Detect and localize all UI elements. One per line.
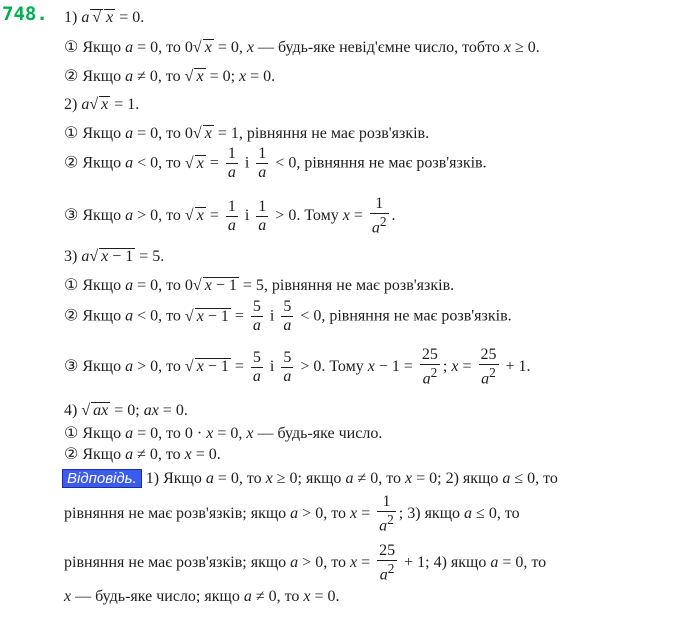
line-4: 2) a√ x = 1. [64, 96, 139, 113]
line-6: ② Якщо a < 0, то √ x = $\frac{1}{a}$ і $\frac{1}{a}$ < 0, рівняння не має розв'язків. [64, 145, 487, 183]
problem-number: 748. [2, 3, 48, 25]
line-13: ① Якщо a = 0, то 0 · x = 0, x — будь-яке число. [64, 425, 383, 442]
line-14: ② Якщо a ≠ 0, то x = 0. [64, 446, 221, 463]
line-2: ① Якщо a = 0, то 0√ x = 0, x — будь-яке невід'ємне число, тобто x ≥ 0. [64, 39, 540, 56]
line-9: ① Якщо a = 0, то 0√ x − 1 = 5, рівняння не має розв'язків. [64, 277, 454, 294]
line-11: ③ Якщо a > 0, то √ x − 1 = $\frac{5}{a}$ і $\frac{5}{a}$ > 0. Тому x − 1 = $\frac{25}{a^2}$ ; x = $\frac{25}{a^2}$ + 1. [64, 346, 531, 389]
answer-label: Відповідь. [62, 469, 142, 488]
line-8: 3) a√ x − 1 = 5. [64, 248, 164, 265]
answer-line-1: Відповідь. 1) Якщо a = 0, то x ≥ 0; якщо a ≠ 0, то x = 0; 2) якщо a ≤ 0, то [62, 469, 558, 488]
line-5: ① Якщо a = 0, то 0√ x = 1, рівняння не має розв'язків. [64, 125, 429, 142]
line-3: ② Якщо a ≠ 0, то √ x = 0; x = 0. [64, 68, 275, 85]
answer-line-4: x — будь-яке число; якщо a ≠ 0, то x = 0. [64, 588, 340, 605]
line-7: ③ Якщо a > 0, то √ x = $\frac{1}{a}$ і $\frac{1}{a}$ > 0. Тому x = $\frac{1}{a^2}$ . [64, 195, 396, 238]
line-10: ② Якщо a < 0, то √ x − 1 = $\frac{5}{a}$ і $\frac{5}{a}$ < 0, рівняння не має розв'язків. [64, 298, 512, 336]
answer-line-3: рівняння не має розв'язків; якщо a > 0, то x = $\frac{25}{a^2}$ + 1; 4) якщо a = 0, то [64, 542, 547, 584]
line-1: 1) a√ x = 0. [64, 9, 144, 26]
line-12: 4) √ ax = 0; ax = 0. [64, 402, 188, 419]
answer-line-2: рівняння не має розв'язків; якщо a > 0, то x = $\frac{1}{a^2}$ ; 3) якщо a ≤ 0, то [64, 493, 520, 535]
